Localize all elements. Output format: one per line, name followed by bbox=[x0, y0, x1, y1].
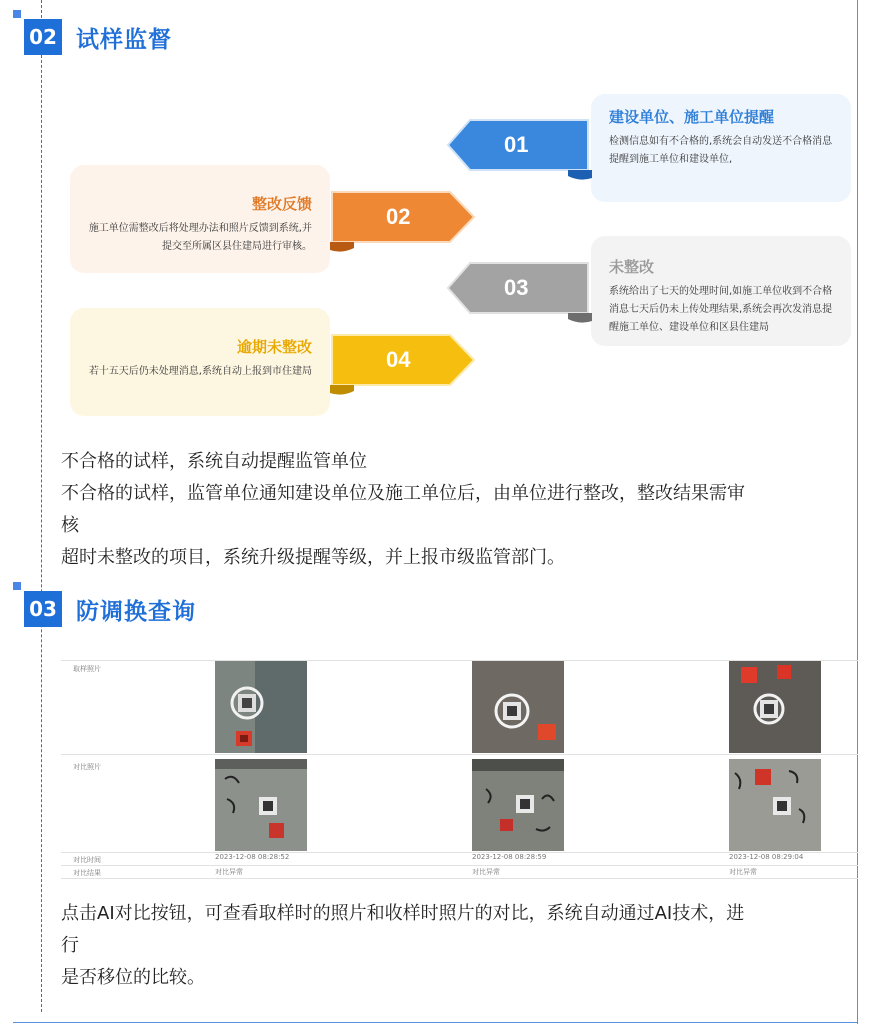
row-label-compare-time: 对比时间 bbox=[73, 856, 101, 864]
sample-photo-2[interactable] bbox=[472, 661, 564, 753]
compare-result-3: 对比异常 bbox=[729, 868, 757, 876]
sample-photo-3[interactable] bbox=[729, 661, 821, 753]
step-title: 整改反馈 bbox=[251, 195, 312, 213]
corner-marker-mid bbox=[13, 582, 21, 590]
text-line: 核 bbox=[61, 515, 79, 536]
step-number: 02 bbox=[386, 204, 411, 229]
step-arrow-02 bbox=[328, 190, 478, 254]
table-divider bbox=[61, 754, 858, 755]
step-text: 施工单位需整改后将处理办法和照片反馈到系统,并提交至所属区县住建局进行审核。 bbox=[88, 223, 312, 252]
section-title: 防调换查询 bbox=[76, 598, 196, 625]
sample-photo-1[interactable] bbox=[215, 661, 307, 753]
step-number: 01 bbox=[504, 132, 529, 157]
bottom-border-line bbox=[13, 1022, 858, 1023]
compare-result-1: 对比异常 bbox=[215, 868, 243, 876]
compare-result-2: 对比异常 bbox=[472, 868, 500, 876]
step-card-02 bbox=[70, 165, 330, 273]
step-card-04 bbox=[70, 308, 330, 416]
step-arrow-01 bbox=[446, 118, 596, 182]
text-line: 点击AI对比按钮，可查看取样时的照片和收样时照片的对比，系统自动通过AI技术，进 bbox=[61, 903, 745, 924]
step-text: 系统给出了七天的处理时间,如施工单位收到不合格消息七天后仍未上传处理结果,系统会再次发消息提醒施工单位、建设单位和区县住建局 bbox=[609, 286, 833, 333]
row-label-compare-result: 对比结果 bbox=[73, 869, 101, 877]
step-title: 建设单位、施工单位提醒 bbox=[609, 108, 775, 126]
supervision-description bbox=[61, 446, 857, 574]
compare-time-3: 2023-12-08 08:29:04 bbox=[729, 853, 804, 861]
step-card-03 bbox=[591, 236, 851, 346]
compare-photo-2[interactable] bbox=[472, 759, 564, 851]
step-number: 04 bbox=[386, 347, 411, 372]
section-header-swap-check bbox=[24, 591, 196, 627]
step-card-01 bbox=[591, 94, 851, 202]
row-label-compare-photo: 对比照片 bbox=[73, 763, 101, 771]
text-line: 是否移位的比较。 bbox=[61, 967, 205, 988]
step-arrow-03 bbox=[446, 261, 596, 325]
row-label-sample-photo: 取样照片 bbox=[73, 665, 101, 673]
text-line: 行 bbox=[61, 935, 79, 956]
step-title: 逾期未整改 bbox=[236, 338, 312, 356]
section-title: 试样监督 bbox=[76, 26, 172, 53]
section-number-badge: 02 bbox=[24, 19, 62, 55]
compare-photo-3[interactable] bbox=[729, 759, 821, 851]
table-divider bbox=[61, 865, 858, 866]
step-arrow-04 bbox=[328, 333, 478, 397]
compare-photo-1[interactable] bbox=[215, 759, 307, 851]
step-number: 03 bbox=[504, 275, 529, 300]
compare-time-2: 2023-12-08 08:28:59 bbox=[472, 853, 547, 861]
text-line: 不合格的试样，监管单位通知建设单位及施工单位后，由单位进行整改，整改结果需审 bbox=[61, 483, 745, 504]
table-divider bbox=[61, 878, 858, 879]
compare-time-1: 2023-12-08 08:28:52 bbox=[215, 853, 290, 861]
step-title: 未整改 bbox=[609, 258, 655, 276]
step-text: 检测信息如有不合格的,系统会自动发送不合格消息提醒到施工单位和建设单位, bbox=[609, 136, 833, 165]
section-header-supervision bbox=[24, 19, 172, 55]
text-line: 不合格的试样，系统自动提醒监管单位 bbox=[61, 451, 367, 472]
comparison-table bbox=[61, 660, 858, 880]
swap-check-description bbox=[61, 898, 857, 994]
step-text: 若十五天后仍未处理消息,系统自动上报到市住建局 bbox=[88, 366, 312, 377]
section-number-badge: 03 bbox=[24, 591, 62, 627]
left-dashed-guide bbox=[41, 0, 42, 1012]
corner-marker-top bbox=[13, 10, 21, 18]
text-line: 超时未整改的项目，系统升级提醒等级，并上报市级监管部门。 bbox=[61, 547, 565, 568]
